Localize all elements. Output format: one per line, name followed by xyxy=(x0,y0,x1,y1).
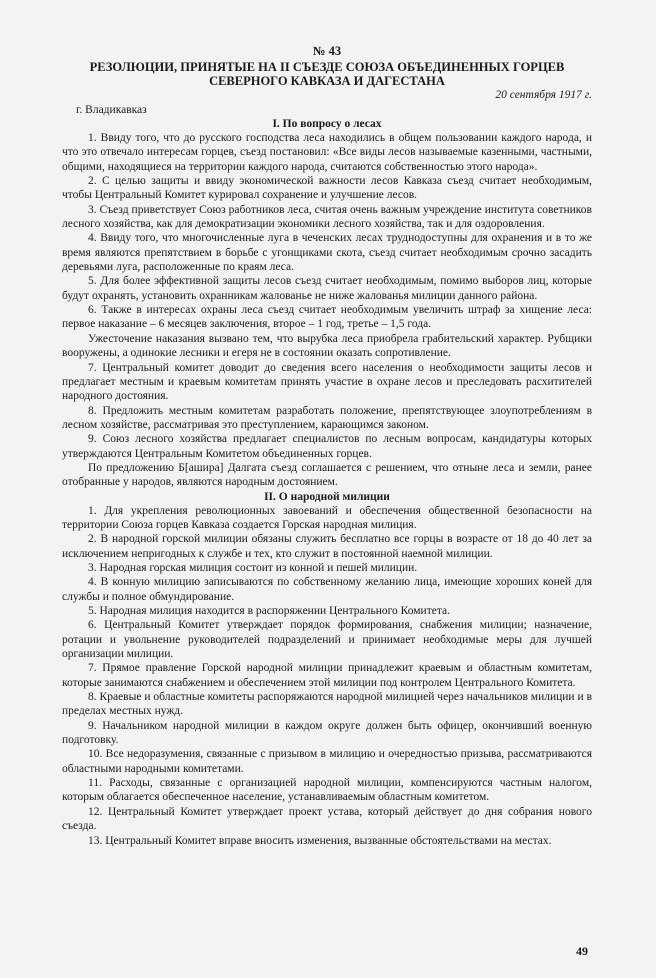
document-title: РЕЗОЛЮЦИИ, ПРИНЯТЫЕ НА II СЪЕЗДЕ СОЮЗА ОБЪЕДИНЕННЫХ ГОРЦЕВ СЕВЕРНОГО КАВКАЗА И ДАГЕСТАНА xyxy=(89,60,565,88)
paragraph: 3. Народная горская милиция состоит из конной и пешей милиции. xyxy=(88,561,418,574)
paragraph: 1. Ввиду того, что до русского господства леса находились в общем пользовании каждого народа, и что это отвечало интересам горцев, съезд постановил: «Все виды лесов называемые казенными, частными, общими, находящиеся на территории каждого народа, считаются собственностью этого народа». xyxy=(62,132,592,173)
paragraph: 7. Центральный комитет доводит до сведения всего населения о необходимости защиты лесов и предлагает местным и краевым комитетам принять участие в охране лесов и преследовать расхитителей народного достояния. xyxy=(62,361,592,403)
paragraph: 4. В конную милицию записываются по собственному желанию лица, имеющие хороших коней для службы и полное обмундирование. xyxy=(62,576,592,603)
section-heading-militia: II. О народной милиции xyxy=(264,490,390,503)
document-date: 20 сентября 1917 г. xyxy=(495,89,592,101)
paragraph: 11. Расходы, связанные с организацией народной милиции, компенсируются частным налогом, которым облагается обеспеченное население, устанавливаемым областным комитетом. xyxy=(62,777,592,804)
paragraph: По предложению Б[ашира] Далгата съезд соглашается с решением, что отныне леса и земли, ранее отобранные у народов, являются народным достоянием. xyxy=(62,461,592,489)
paragraph: 4. Ввиду того, что многочисленные луга в чеченских лесах труднодоступны для охранения и в то же время являются препятствием в борьбе с угонщиками скота, съезд считает необходимым срочно засадить деревьями луга, расположенные по краям леса. xyxy=(62,232,592,274)
paragraph: 6. Центральный Комитет утверждает порядок формирования, снабжения милиции; назначение, ротации и увольнение руководителей подразделений и принимает необходимые меры для лучшей организации милиции. xyxy=(62,619,592,661)
document-place: г. Владикавказ xyxy=(76,104,147,116)
paragraph: 12. Центральный Комитет утверждает проект устава, который действует до дня собрания нового съезда. xyxy=(62,805,592,833)
paragraph: 13. Центральный Комитет вправе вносить изменения, вызванные обстоятельствами на местах. xyxy=(88,834,552,847)
section-militia-body xyxy=(62,504,592,848)
paragraph: 2. В народной горской милиции обязаны служить бесплатно все горцы в возрасте от 18 до 40 лет за исключением непригодных к службе и тех, кто служит в постоянной наемной милиции. xyxy=(62,533,592,560)
page-number: 49 xyxy=(576,944,588,958)
paragraph: 3. Съезд приветствует Союз работников леса, считая очень важным учреждение института советников лесного хозяйства, как для демократизации экономики лесного хозяйства, так и для оздоровления. xyxy=(62,203,592,231)
section-forests-body xyxy=(62,131,592,490)
paragraph: 9. Начальником народной милиции в каждом округе должен быть офицер, окончивший военную подготовку. xyxy=(62,719,592,747)
paragraph: 6. Также в интересах охраны леса съезд считает необходимым увеличить штраф за хищение леса: первое наказание – 6 месяцев заключения, второе – 1 год, третье – 1,5 года. xyxy=(62,304,592,331)
paragraph: 8. Предложить местным комитетам разработать положение, препятствующее злоупотреблениям в лесном хозяйстве, рассматривая это преступлением, карающимся законом. xyxy=(62,404,592,431)
paragraph: 5. Для более эффективной защиты лесов съезд считает необходимым, помимо выборов лиц, которые будут охранять, установить охранникам жалованье не ниже жалованья милиции данного района. xyxy=(62,275,592,302)
paragraph: 10. Все недоразумения, связанные с призывом в милицию и очередностью призыва, рассматриваются областными народными комитетами. xyxy=(62,748,592,775)
paragraph: Ужесточение наказания вызвано тем, что вырубка леса приобрела грабительский характер. Рубщики вооружены, а одинокие лесники и егеря не в состоянии оказать сопротивление. xyxy=(62,332,592,360)
document-number: № 43 xyxy=(312,44,342,58)
paragraph: 8. Краевые и областные комитеты распоряжаются народной милицией через начальников милиции и в пределах местных нужд. xyxy=(62,691,592,718)
paragraph: 1. Для укрепления революционных завоеваний и обеспечения общественной безопасности на территории Союза горцев Кавказа создается Горская народная милиция. xyxy=(62,504,592,531)
paragraph: 9. Союз лесного хозяйства предлагает специалистов по лесным вопросам, кандидатуры которых утверждаются Центральным Комитетом объединенных горцев. xyxy=(62,433,592,460)
paragraph: 7. Прямое правление Горской народной милиции принадлежит краевым и областным комитетам, которые занимаются снабжением и обеспечением этой милиции под контролем Центрального Комитета. xyxy=(62,662,592,689)
paragraph: 2. С целью защиты и ввиду экономической важности лесов Кавказа съезд считает необходимым, чтобы Центральный Комитет курировал сохранение и улучшение лесов. xyxy=(62,175,592,202)
paragraph: 5. Народная милиция находится в распоряжении Центрального Комитета. xyxy=(88,605,450,617)
section-heading-forests: I. По вопросу о лесах xyxy=(272,118,382,130)
